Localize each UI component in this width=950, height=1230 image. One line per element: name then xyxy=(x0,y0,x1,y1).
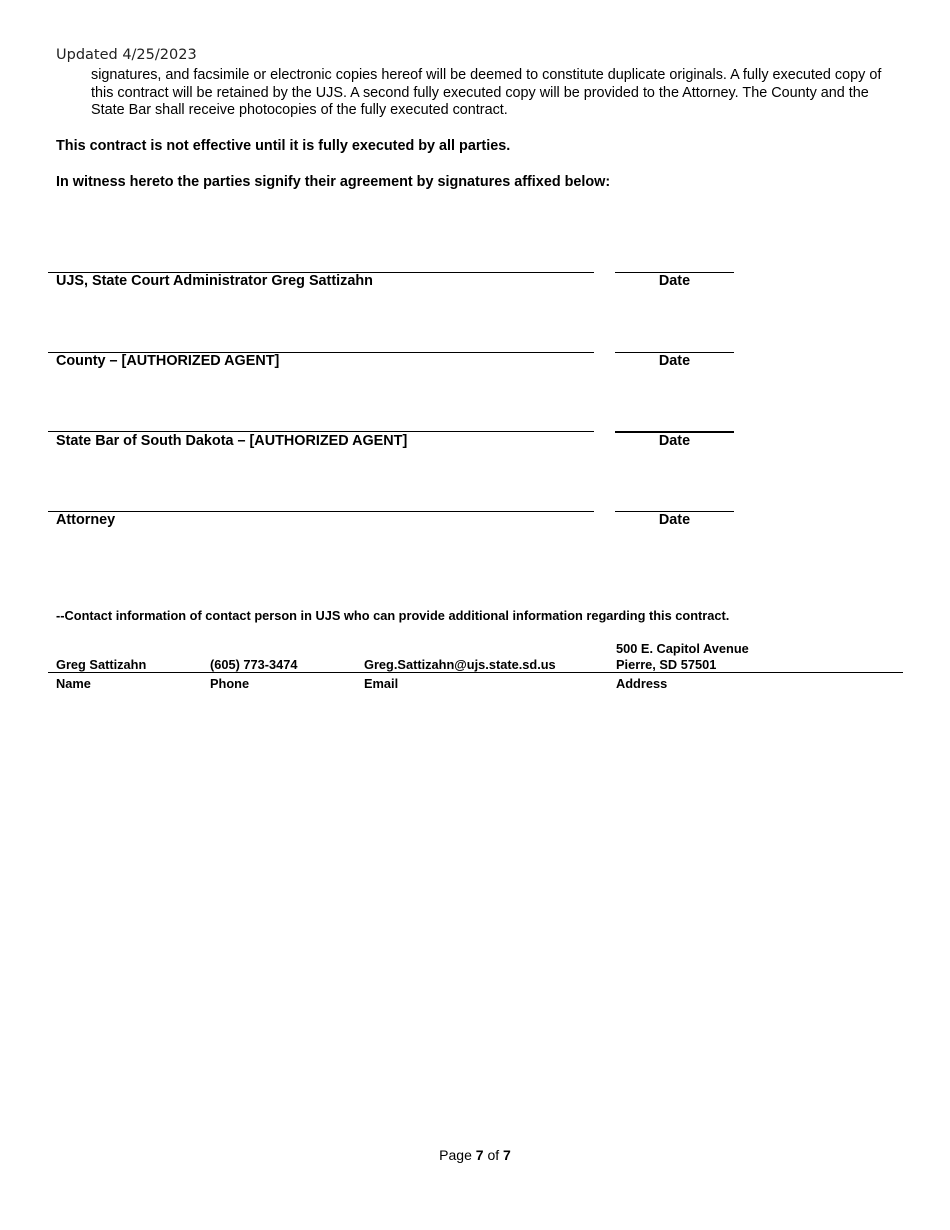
date-label: Date xyxy=(658,512,691,528)
signature-party-label: County – [AUTHORIZED AGENT] xyxy=(56,353,280,369)
contact-name: Greg Sattizahn xyxy=(56,657,147,672)
contact-divider xyxy=(48,672,903,673)
updated-date: Updated 4/25/2023 xyxy=(56,47,197,63)
date-label: Date xyxy=(658,353,691,369)
continuation-paragraph: signatures, and facsimile or electronic copies hereof will be deemed to constitute duplicate originals. A fully executed copy of this contract will be retained by the UJS. A second fully executed copy will be provided to the Attorney. The County and the State Bar shall receive photocopies of the fully executed contract. xyxy=(91,67,882,118)
signature-party-label: State Bar of South Dakota – [AUTHORIZED AGENT] xyxy=(56,433,408,449)
page-prefix: Page xyxy=(439,1147,476,1163)
contact-address-line1: 500 E. Capitol Avenue xyxy=(616,641,749,656)
contact-header-phone: Phone xyxy=(210,676,250,691)
page-current: 7 xyxy=(475,1147,484,1163)
contact-note: --Contact information of contact person in UJS who can provide additional information regarding this contract. xyxy=(56,608,730,623)
signature-party-label: UJS, State Court Administrator Greg Sattizahn xyxy=(56,273,373,289)
contact-phone: (605) 773-3474 xyxy=(210,657,298,672)
signature-line[interactable] xyxy=(48,431,594,432)
signature-line[interactable] xyxy=(48,511,594,512)
date-label: Date xyxy=(658,433,691,449)
contact-header-address: Address xyxy=(616,676,668,691)
witness-statement: In witness hereto the parties signify their agreement by signatures affixed below: xyxy=(56,174,611,190)
contact-header-name: Name xyxy=(56,676,91,691)
page-of: of xyxy=(483,1147,504,1163)
effective-notice: This contract is not effective until it is fully executed by all parties. xyxy=(56,138,511,154)
contact-email: Greg.Sattizahn@ujs.state.sd.us xyxy=(364,657,556,672)
page-total: 7 xyxy=(503,1147,511,1163)
signature-party-label: Attorney xyxy=(56,512,116,528)
date-label: Date xyxy=(658,273,691,289)
contact-address-line2: Pierre, SD 57501 xyxy=(616,657,717,672)
page-number xyxy=(0,1147,950,1163)
contact-header-email: Email xyxy=(364,676,399,691)
